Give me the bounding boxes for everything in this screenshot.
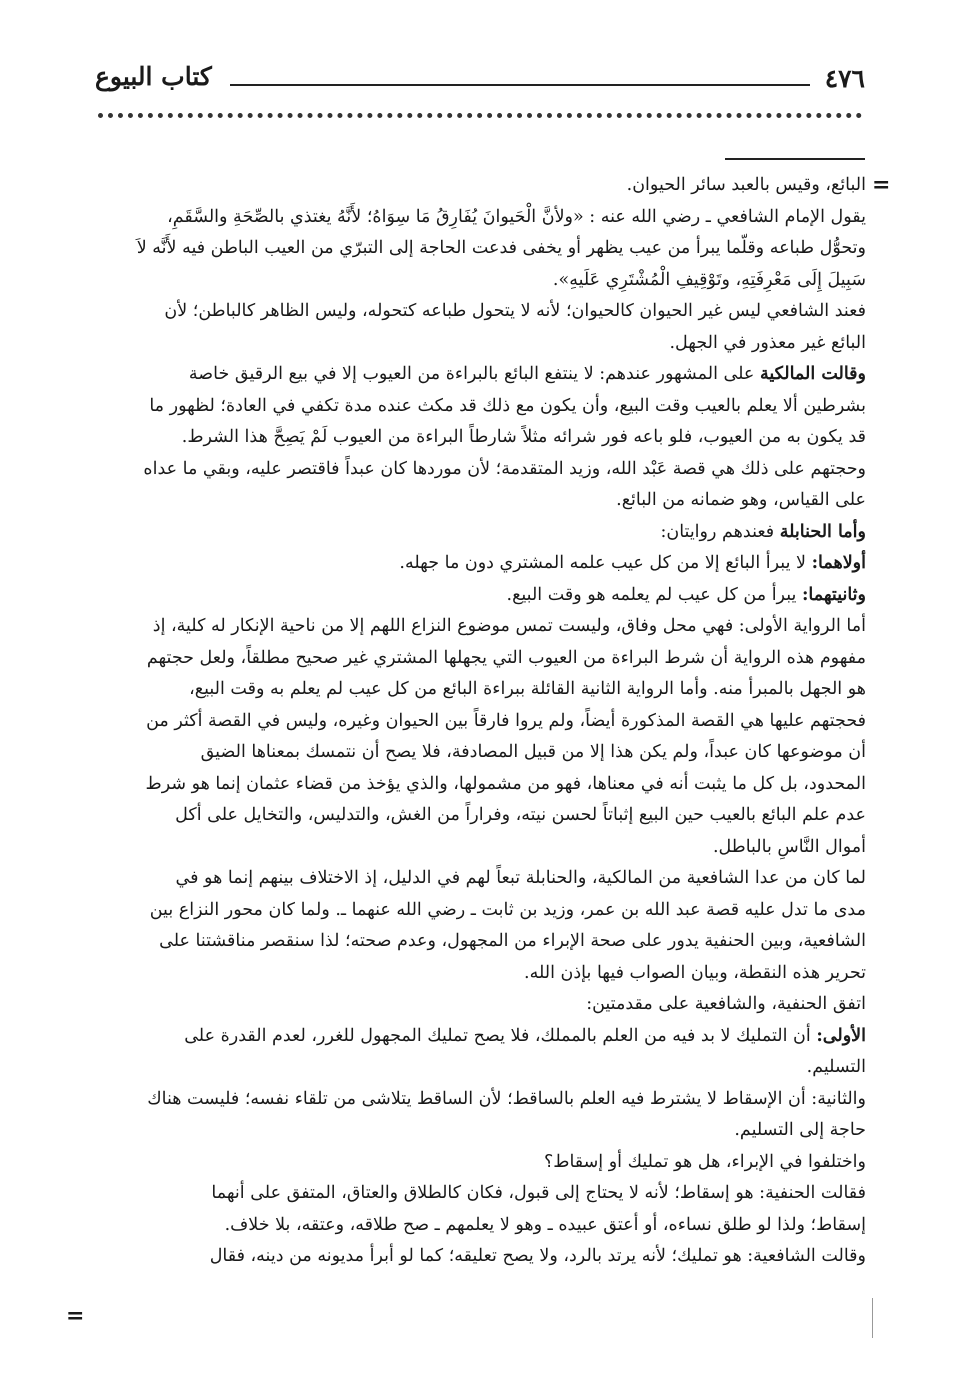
line-text: مفهوم هذه الرواية أن شرط البراءة من العيوب التي يجهلها المشتري غير صحيح مطلقاً، ولعل حجتهم (146, 647, 866, 668)
running-header (95, 62, 865, 100)
text-line (96, 265, 866, 297)
text-line (96, 391, 866, 423)
text-line (96, 832, 866, 864)
line-text: اتفق الحنفية، والشافعية على مقدمتين: (586, 994, 866, 1014)
text-line (96, 737, 866, 769)
book-title: كتاب البيوع (95, 62, 212, 91)
line-text: يقول الإمام الشافعي ـ رضي الله عنه : «ولأنَّ الْحَيوانَ يُفَارِقُ مَا سِوَاهُ؛ لأَنَّهُ يغتذي بالصِّحَةِ والسَّقَمِ، (167, 206, 866, 227)
line-text: يبرأ من كل عيب لم يعلمه هو وقت البيع. (506, 584, 802, 605)
line-text: مدى ما تدل عليه قصة عبد الله بن عمر، وزيد بن ثابت ـ رضي الله عنهما ـ. ولما كان محور النزاع بين (149, 899, 866, 920)
line-text: وحجتهم على ذلك هي قصة عَبْد الله، وزيد المتقدمة؛ لأن موردها كان عبداً فاقتصر عليه، وبقي ما عداه (143, 458, 866, 479)
text-line (96, 769, 866, 801)
text-line (96, 454, 866, 486)
line-text: سَبِيلَ إِلَى مَعْرِفَتِهِ، وتَوْقِيفِ الْمُشْتَرِي عَلَيهِ». (552, 269, 866, 290)
text-line (96, 517, 866, 549)
text-line (96, 958, 866, 990)
footnote-text (96, 170, 866, 1273)
dotted-separator (98, 113, 862, 130)
keyword: وقالت المالكية (759, 364, 866, 384)
line-text: أن التمليك لا بد فيه من العلم بالمملك، فلا يصح تمليك المجهول للغرر، لعدم القدرة على (184, 1025, 817, 1046)
text-line (96, 800, 866, 832)
line-text: فحجتهم عليها هي القصة المذكورة أيضاً، ولم يروا فارقاً بين الحيوان وغيره، وليس في القصة أكثر من (146, 710, 866, 731)
line-text: الشافعية، وبين الحنفية يدور على صحة الإبراء من المجهول، وعدم صحته؛ لذا سنقصر مناقشتنا على (159, 931, 866, 951)
line-text: والثانية: أن الإسقاط لا يشترط فيه العلم بالساقط؛ لأن الساقط يتلاشى من تلقاء نفسه؛ فليست هناك (147, 1088, 866, 1109)
line-text: المحدود، بل كل ما يثبت أنه في معناها، فهو من مشمولها، والذي يؤخذ من قضاء عثمان إنما هو شرط (145, 773, 866, 794)
page-number: ٤٧٦ (824, 64, 865, 93)
line-text: البائع غير معذور في الجهل. (669, 332, 866, 353)
line-text: على القياس، وهو ضمانه من البائع. (616, 490, 866, 510)
line-text: واختلفوا في الإبراء، هل هو تمليك أو إسقاط؟ (543, 1151, 866, 1172)
line-text: أن موضوعها كان عبداً، ولم يكن هذا إلا من قبيل المصادفة، فلا يصح أن نتمسك بمعناها الضيق (200, 742, 866, 762)
line-text: وقالت الشافعية: هو تمليك؛ لأنه يرتد بالرد، ولا يصح تعليقه؛ كما لو أبرأ مديونه من دينه، فقال (209, 1246, 866, 1266)
text-line (96, 611, 866, 643)
text-line (96, 328, 866, 360)
text-line (96, 863, 866, 895)
text-line (96, 202, 866, 234)
line-text: أموال النَّاسِ بالباطل. (712, 836, 866, 857)
text-line (96, 170, 866, 202)
text-line (96, 548, 866, 580)
text-line (96, 1084, 866, 1116)
text-line (96, 1241, 866, 1273)
text-line (96, 580, 866, 612)
line-text: لا يبرأ البائع إلا من كل عيب علمه المشتري دون ما جهله. (399, 553, 812, 573)
line-text: وتحوُّل طباعه وقلّما يبرأ من عيب يظهر أو يخفى فدعت الحاجة إلى التبرّي من العيب الباطن فيه لأَنَّه لاَ (136, 238, 866, 258)
text-line (96, 1147, 866, 1179)
text-line (96, 485, 866, 517)
text-line (96, 1021, 866, 1053)
text-line (96, 1115, 866, 1147)
text-line (96, 895, 866, 927)
line-text: تحرير هذه النقطة، وبيان الصواب فيها بإذن الله. (524, 962, 866, 983)
line-text: على المشهور عندهم: لا ينتفع البائع بالبراءة من العيوب إلا في بيع الرقيق خاصة (188, 364, 760, 384)
text-line (96, 1178, 866, 1210)
text-line (96, 926, 866, 958)
line-text: أما الرواية الأولى: فهي محل وفاق، وليست تمس موضوع النزاع اللهم إلا من ناحية الإنكار له كلية، إذ (152, 616, 866, 636)
continuation-mark-bottom: = (66, 1303, 85, 1329)
line-text: هو الجهل بالمبرأ منه. وأما الرواية الثانية القائلة ببراءة البائع من كل عيب لم يعلم به وقت البيع، (189, 679, 866, 699)
line-text: بشرطين ألا يعلم بالعيب وقت البيع، وأن يكون مع ذلك قد مكث عنده مدة تكفي في العادة؛ لظهور ما (149, 395, 866, 416)
line-text: فعند الشافعي ليس غير الحيوان كالحيوان؛ لأنه لا يتحول طباعه كتحوله، وليس الظاهر كالباطن؛ لأن (164, 301, 866, 321)
continuation-mark-top: = (872, 172, 891, 198)
line-text: حاجة إلى التسليم. (734, 1120, 866, 1140)
text-line (96, 296, 866, 328)
line-text: إسقاط؛ ولذا لو طلق نساءه، أو أعتق عبيده ـ وهو لا يعلمهم ـ صح طلاقه، وعتقه، بلا خلاف. (224, 1214, 866, 1235)
text-line (96, 674, 866, 706)
line-text: فعندهم روايتان: (660, 521, 780, 542)
line-text: فقالت الحنفية: هو إسقاط؛ لأنه لا يحتاج إلى قبول، فكان كالطلاق والعتاق، المتفق على أنهما (211, 1183, 866, 1203)
line-text: عدم علم البائع بالعيب حين البيع إثباتاً لحسن نيته، وفراراً من الغش، والتدليس، والتخايل على أكل (175, 805, 866, 825)
keyword: أولاهما: (811, 553, 866, 573)
keyword: وأما الحنابلة (779, 521, 866, 542)
keyword: وثانيتهما: (801, 584, 866, 605)
line-text: لما كان من عدا الشافعية من المالكية، والحنابلة تبعاً لهم في الدليل، إذ الاختلاف بينهم إنما هو في (175, 868, 866, 888)
text-line (96, 1210, 866, 1242)
text-line (96, 1052, 866, 1084)
text-line (96, 706, 866, 738)
text-line (96, 422, 866, 454)
text-line (96, 233, 866, 265)
header-rule (230, 84, 810, 86)
line-text: البائع، وقيس بالعبد سائر الحيوان. (626, 175, 866, 195)
keyword: الأولى: (816, 1025, 866, 1046)
text-line (96, 359, 866, 391)
line-text: التسليم. (806, 1057, 866, 1077)
margin-mark (872, 1298, 873, 1338)
text-line (96, 989, 866, 1021)
line-text: قد يكون به من العيوب، فلو باعه فور شرائه مثلاً شارطاً البراءة من العيوب لَمْ يَصِحَّ هذا الشرط. (181, 427, 866, 447)
footnote-rule (725, 158, 865, 160)
text-line (96, 643, 866, 675)
